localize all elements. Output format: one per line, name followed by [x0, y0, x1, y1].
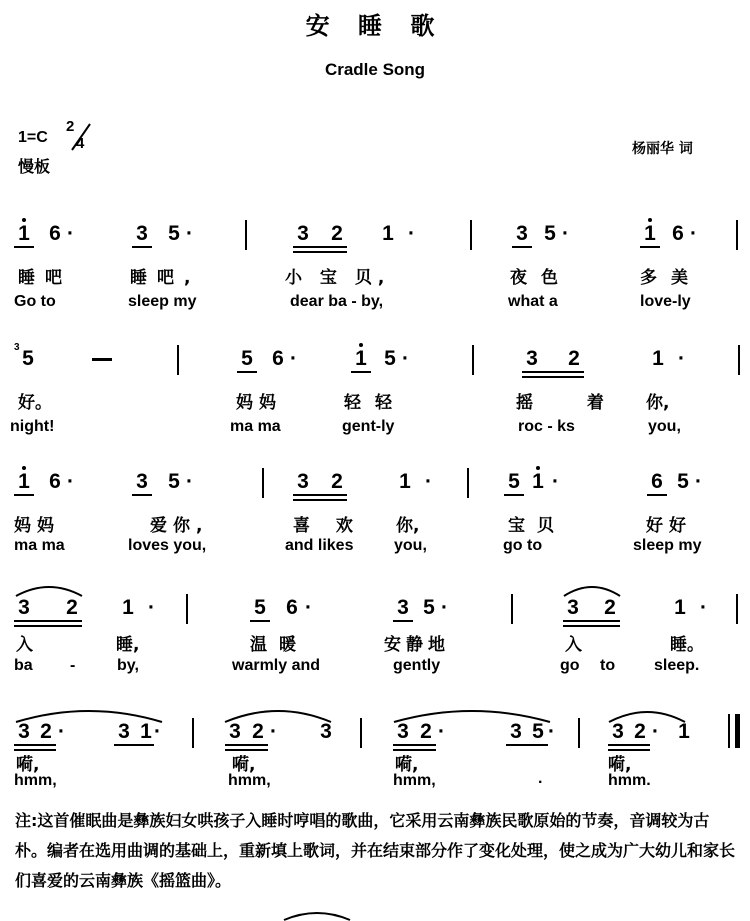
bar-line: [578, 718, 580, 748]
underline: [647, 494, 667, 496]
bar-line: [736, 220, 738, 250]
bar-line: [472, 345, 474, 375]
aug-dot: ·: [652, 720, 659, 743]
final-bar-thick: [735, 714, 740, 748]
underline: [640, 246, 660, 248]
note: 5: [168, 222, 180, 245]
lyric-cn: 嗬,: [395, 755, 419, 775]
bar-line: [470, 220, 472, 250]
note: 3: [297, 222, 309, 245]
octave-dot: [648, 218, 652, 222]
note: 3: [297, 470, 309, 493]
underline: [250, 620, 270, 622]
lyric-cn: 夜色: [510, 268, 572, 288]
aug-dot: ·: [548, 720, 555, 743]
bar-line: [245, 220, 247, 250]
lyric-cn: 轻轻: [344, 393, 406, 413]
lyric-en: hmm.: [608, 772, 651, 789]
underline: [14, 246, 34, 248]
bar-line: [511, 594, 513, 624]
lyric-en: go to: [503, 537, 543, 554]
note: 6: [272, 347, 284, 370]
aug-dot: ·: [678, 347, 685, 370]
bar-line: [738, 345, 740, 375]
underline: [132, 246, 152, 248]
note: 3: [397, 596, 409, 619]
note: 5: [677, 470, 689, 493]
lyric-cn: 睡。: [670, 635, 704, 655]
note: 5: [168, 470, 180, 493]
note: 3: [526, 347, 538, 370]
note: 1: [678, 720, 690, 743]
lyric-en: what a: [508, 293, 558, 310]
underline: [506, 744, 548, 746]
lyric-en: sleep my: [128, 293, 197, 310]
lyric-en: -: [70, 657, 76, 674]
lyric-cn: 小 宝 贝,: [285, 268, 391, 288]
note: 1: [355, 347, 367, 370]
aug-dot: ·: [186, 470, 193, 493]
lyric-cn: 嗬,: [608, 755, 632, 775]
lyric-cn: 睡,: [116, 635, 140, 655]
note: 1: [652, 347, 664, 370]
underline: [14, 494, 34, 496]
lyric-cn: 爱你,: [150, 516, 209, 536]
note: 5: [544, 222, 556, 245]
underline: [393, 620, 413, 622]
octave-dot: [22, 466, 26, 470]
note: 3: [612, 720, 624, 743]
bar-line: [262, 468, 264, 498]
lyric-en: you,: [394, 537, 427, 554]
note: 5: [423, 596, 435, 619]
bar-line: [736, 594, 738, 624]
underline: [563, 620, 620, 622]
note: 1: [674, 596, 686, 619]
note: 2: [420, 720, 432, 743]
lyric-en: roc - ks: [518, 418, 575, 435]
note: 6: [49, 470, 61, 493]
lyric-en: hmm,: [393, 772, 436, 789]
underline: [293, 499, 347, 501]
underline: [351, 371, 371, 373]
lyric-en: hmm,: [14, 772, 57, 789]
note: 1: [18, 222, 30, 245]
note: 5: [384, 347, 396, 370]
underline: [393, 744, 436, 746]
octave-dot: [22, 218, 26, 222]
note: 1: [18, 470, 30, 493]
underline: [237, 371, 257, 373]
note: 3: [516, 222, 528, 245]
lyric-en: you,: [648, 418, 681, 435]
note: 3: [18, 720, 30, 743]
underline: [512, 246, 532, 248]
bar-line: [192, 718, 194, 748]
note: 3: [118, 720, 130, 743]
aug-dot: ·: [438, 720, 445, 743]
time-signature-bottom: 4: [76, 135, 85, 152]
note: 6: [49, 222, 61, 245]
aug-dot: ·: [695, 470, 702, 493]
note: 6: [672, 222, 684, 245]
lyric-cn: 温暖: [250, 635, 308, 655]
bar-line: [177, 345, 179, 375]
aug-dot: ·: [408, 222, 415, 245]
underline: [14, 625, 82, 627]
lyric-cn: 睡吧: [18, 268, 72, 288]
underline: [504, 494, 524, 496]
aug-dot: ·: [290, 347, 297, 370]
note: 3: [18, 596, 30, 619]
lyric-cn: 好。: [18, 393, 52, 413]
note: 1: [140, 720, 152, 743]
lyric-en: ma ma: [230, 418, 281, 435]
lyric-cn: 入: [565, 635, 582, 655]
lyric-en: loves you,: [128, 537, 207, 554]
lyric-cn: 嗬,: [16, 755, 40, 775]
footnote-label: 注:: [15, 811, 38, 830]
note: 5: [22, 347, 34, 370]
lyric-en: dear ba - by,: [290, 293, 384, 310]
underline: [114, 744, 154, 746]
note: 1: [644, 222, 656, 245]
note: 1: [399, 470, 411, 493]
aug-dot: ·: [425, 470, 432, 493]
final-bar-thin: [728, 714, 730, 748]
note: 3: [320, 720, 332, 743]
dash-extension: [92, 358, 112, 361]
aug-dot: ·: [148, 596, 155, 619]
lyric-cn: 多美: [640, 268, 702, 288]
underline: [608, 744, 650, 746]
lyric-cn: 宝贝: [508, 516, 566, 536]
lyric-en: go: [560, 657, 580, 674]
aug-dot: ·: [186, 222, 193, 245]
note: 2: [252, 720, 264, 743]
aug-dot: ·: [690, 222, 697, 245]
lyric-cn: 睡吧,: [130, 268, 201, 288]
lyric-cn: 好好: [646, 516, 692, 536]
note: 2: [568, 347, 580, 370]
note: 2: [331, 470, 343, 493]
aug-dot: ·: [402, 347, 409, 370]
aug-dot: ·: [270, 720, 277, 743]
octave-dot: [536, 466, 540, 470]
note: 3: [510, 720, 522, 743]
lyric-cn: 摇 着: [516, 393, 628, 413]
note: 5: [254, 596, 266, 619]
lyric-en: sleep my: [633, 537, 702, 554]
note: 3: [397, 720, 409, 743]
note: 2: [40, 720, 52, 743]
underline: [14, 744, 56, 746]
bar-line: [186, 594, 188, 624]
aug-dot: ·: [700, 596, 707, 619]
underline: [522, 371, 584, 373]
aug-dot: ·: [58, 720, 65, 743]
note: 3: [567, 596, 579, 619]
note: 2: [604, 596, 616, 619]
bar-line: [360, 718, 362, 748]
note: 1: [122, 596, 134, 619]
aug-dot: ·: [67, 222, 74, 245]
note: 6: [286, 596, 298, 619]
note: 3: [136, 222, 148, 245]
time-signature-top: 2: [66, 118, 75, 135]
page-subtitle: Cradle Song: [324, 60, 426, 79]
underline: [225, 744, 268, 746]
lyric-en: night!: [10, 418, 55, 435]
lyric-cn: 妈妈: [236, 393, 282, 413]
note: 6: [651, 470, 663, 493]
underline: [293, 246, 347, 248]
note: 1: [532, 470, 544, 493]
lyric-en: by,: [117, 657, 139, 674]
underline: [132, 494, 152, 496]
note: 5: [508, 470, 520, 493]
note: 2: [66, 596, 78, 619]
note: 2: [331, 222, 343, 245]
underline: [563, 625, 620, 627]
underline: [293, 251, 347, 253]
lyric-en: ba: [14, 657, 33, 674]
note: 1: [382, 222, 394, 245]
note: 2: [634, 720, 646, 743]
lyric-en: warmly and: [232, 657, 321, 674]
lyric-en: gently: [393, 657, 441, 674]
bar-line: [467, 468, 469, 498]
lyric-cn: 喜 欢: [293, 516, 363, 536]
lyric-en: Go to: [14, 293, 56, 310]
aug-dot: ·: [562, 222, 569, 245]
lyric-en: love-ly: [640, 293, 691, 310]
note: 3: [136, 470, 148, 493]
aug-dot: ·: [67, 470, 74, 493]
aug-dot: ·: [305, 596, 312, 619]
footnote-text: 这首催眠曲是彝族妇女哄孩子入睡时哼唱的歌曲，它采用云南彝族民歌原始的节奏，音调较为古朴。编者在选用曲调的基础上，重新填上歌词，并在结束部分作了变化处理，使之成为广大幼儿和家长们喜爱的云南彝族《摇篮曲》。: [15, 811, 736, 890]
lyric-en: to: [600, 657, 616, 674]
footnote: [15, 806, 740, 896]
aug-dot: ·: [154, 720, 161, 743]
lyric-cn: 你,: [396, 516, 420, 536]
lyric-cn: 嗬,: [232, 755, 256, 775]
lyric-cn: 安静地: [384, 635, 450, 655]
aug-dot: ·: [441, 596, 448, 619]
lyric-cn: 你,: [646, 393, 670, 413]
page-ornament: [282, 908, 352, 921]
underline: [293, 494, 347, 496]
note: 5: [241, 347, 253, 370]
lyric-en: .: [538, 770, 543, 787]
lyric-en: sleep.: [654, 657, 700, 674]
grace-note: 3: [14, 342, 20, 353]
lyric-en: gent-ly: [342, 418, 395, 435]
lyric-cn: 入: [16, 635, 33, 655]
lyric-en: hmm,: [228, 772, 271, 789]
page-title: 安 睡 歌: [305, 12, 445, 40]
lyric-en: ma ma: [14, 537, 65, 554]
aug-dot: ·: [552, 470, 559, 493]
octave-dot: [359, 343, 363, 347]
lyric-en: and likes: [285, 537, 354, 554]
lyricist-credit: 杨丽华 词: [632, 141, 693, 157]
underline: [522, 376, 584, 378]
note: 5: [532, 720, 544, 743]
lyric-cn: 妈妈: [14, 516, 60, 536]
key-signature: 1=C: [18, 129, 48, 146]
tempo-marking: 慢板: [18, 157, 51, 176]
note: 3: [229, 720, 241, 743]
underline: [14, 620, 82, 622]
